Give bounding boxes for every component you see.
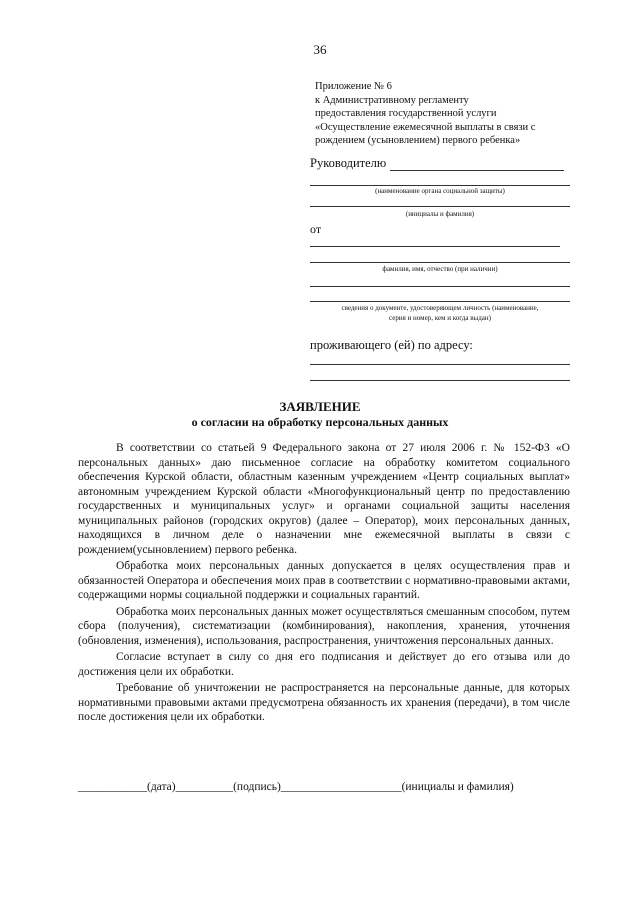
applicant-line-1[interactable]	[310, 246, 560, 247]
head-name-line[interactable]	[310, 206, 570, 207]
caption-name: (инициалы и фамилия)	[405, 210, 475, 218]
applicant-line-2[interactable]	[310, 262, 570, 263]
address-line-1[interactable]	[310, 364, 570, 365]
document-title: ЗАЯВЛЕНИЕ	[279, 399, 361, 414]
page-number: 36	[313, 42, 327, 57]
from-label: от	[310, 222, 322, 236]
document-subtitle: о согласии на обработку персональных данных	[191, 415, 449, 429]
signature-line[interactable]: ____________(дата)__________(подпись)_____________________(инициалы и фамилия)	[78, 781, 514, 793]
appendix-line: рождением (усыновлением) первого ребенка»	[315, 135, 521, 146]
document-body	[78, 441, 570, 727]
paragraph: Обработка моих персональных данных может осуществляться смешанным способом, путем сбора (получения), систематизации (комбинирования), накопления, хранения, уточнения (обновления, изменения), использования, распространения, уничтожения персональных данных.	[78, 605, 570, 647]
caption-fio: фамилия, имя, отчество (при наличии)	[382, 265, 498, 273]
paragraph: Обработка моих персональных данных допускается в целях осуществления прав и обязанностей Оператора и обеспечения моих прав в соответствии с нормативно-правовыми актами, содержащими нормы социальной поддержки и социальных гарантий.	[78, 560, 570, 601]
caption-doc-1: сведения о документе, удостоверяющем личность (наименование,	[341, 304, 539, 312]
paragraph: Согласие вступает в силу со дня его подписания и действует до его отзыва или до достижения цели их обработки.	[78, 651, 570, 678]
document-line-2[interactable]	[310, 301, 570, 302]
appendix-line: к Административному регламенту	[315, 94, 469, 106]
paragraph: Требование об уничтожении не распространяется на персональные данные, для которых нормативными правовыми актами предусмотрена обязанность их хранения (передачи), в том числе после достижения цели их обработки.	[78, 682, 570, 723]
document-line-1[interactable]	[310, 286, 570, 287]
address-label: проживающего (ей) по адресу:	[310, 338, 473, 352]
appendix-line: «Осуществление ежемесячной выплаты в связи с	[315, 121, 536, 133]
caption-doc-2: серия и номер, кем и когда выдан)	[389, 314, 491, 322]
address-line-2[interactable]	[310, 380, 570, 381]
addressee-line[interactable]	[390, 170, 564, 171]
caption-org: (наименование органа социальной защиты)	[375, 187, 505, 195]
appendix-line: Приложение № 6	[315, 81, 392, 92]
appendix-line: предоставления государственной услуги	[315, 108, 497, 119]
paragraph: В соответствии со статьей 9 Федерального закона от 27 июля 2006 г. № 152-ФЗ «О персональных данных» даю письменное согласие на обработку комитетом социального обеспечения Курской области, областным казенным учреждением «Центр социальных выплат» автономным учреждением Курской области «Многофункциональный центр по предоставлению государственных и муниципальных услуг» и органами социальной защиты населения муниципальных районов (городских округов) (далее – Оператор), моих персональных данных, находящихся в личном деле о назначении мне ежемесячной выплаты в связи с рождением(усыновлением) первого ребенка.	[78, 442, 570, 556]
appendix-header	[315, 80, 585, 148]
to-label: Руководителю	[310, 156, 387, 170]
org-name-line[interactable]	[310, 185, 570, 186]
